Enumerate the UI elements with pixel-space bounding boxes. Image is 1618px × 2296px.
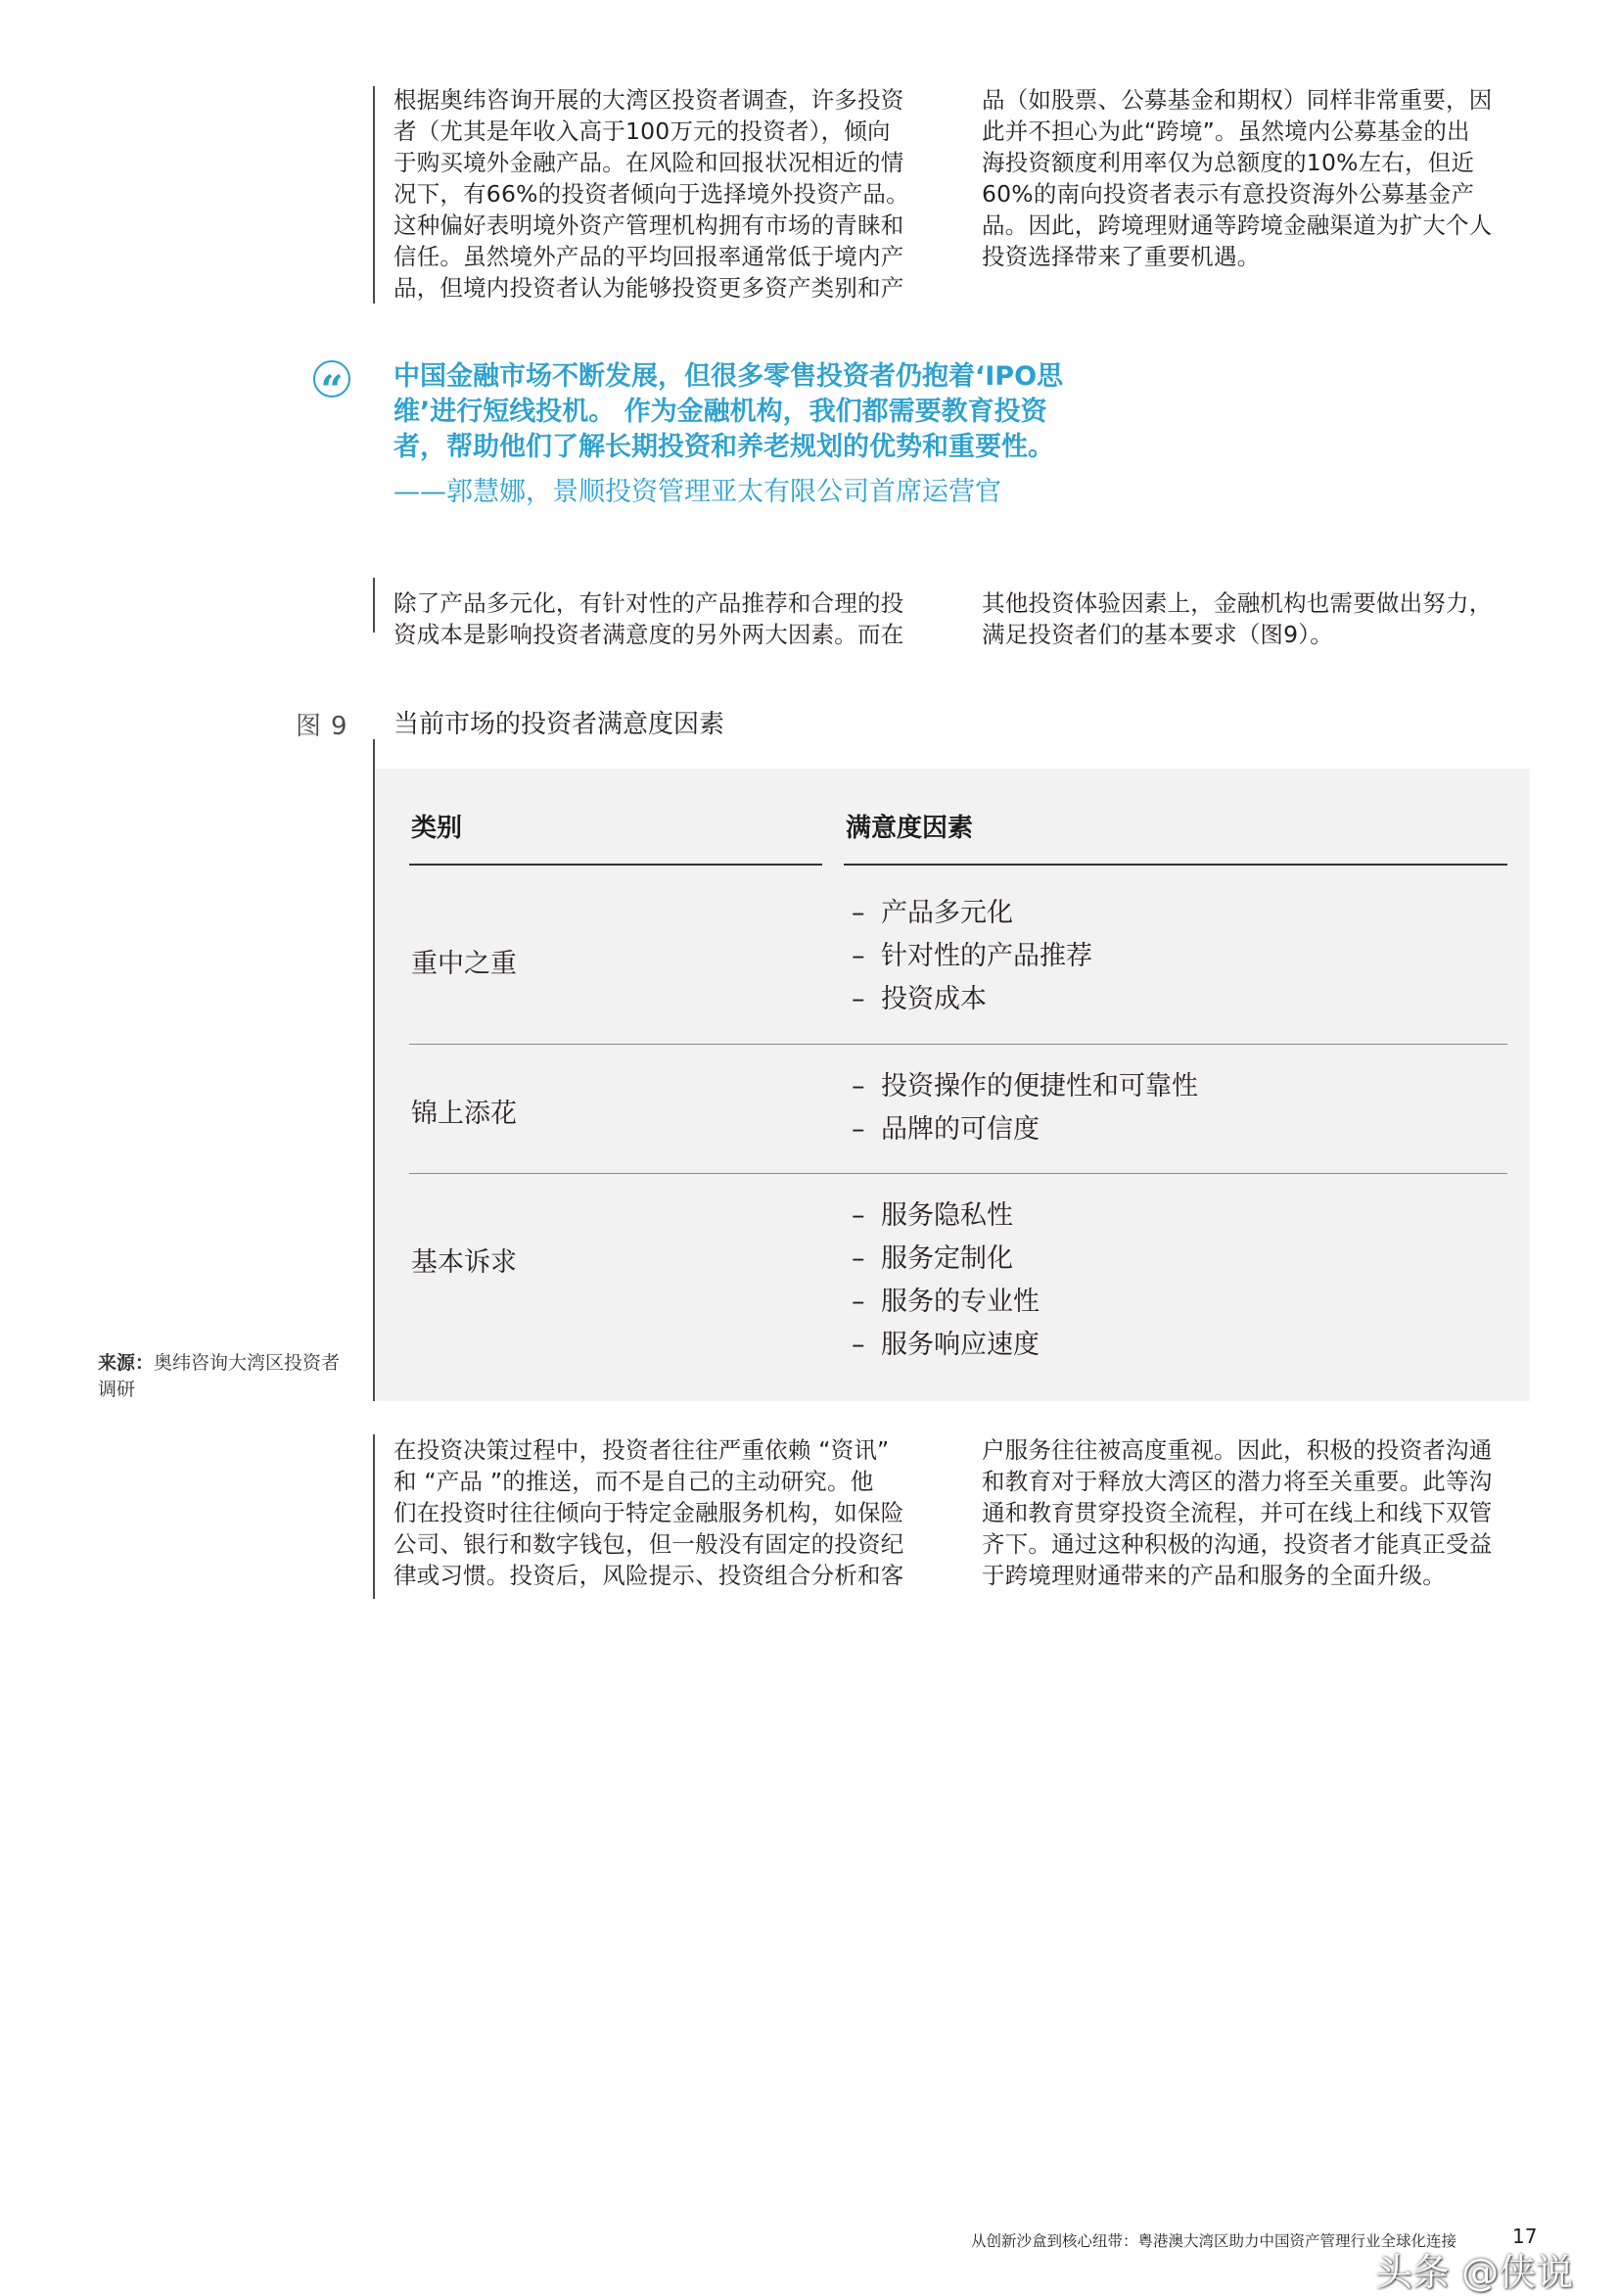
table-header-category: 类别 bbox=[411, 814, 463, 843]
running-footer: 从创新沙盒到核心纽带：粤港澳大湾区助力中国资产管理行业全球化连接 bbox=[971, 2232, 1457, 2250]
margin-rule-middle bbox=[373, 578, 375, 633]
factor-item: – 服务响应速度 bbox=[852, 1324, 1040, 1367]
header-rule-left bbox=[409, 864, 822, 866]
row-divider bbox=[409, 1173, 1507, 1174]
pull-quote-attribution: ——郭慧娜，景顺投资管理亚太有限公司首席运营官 bbox=[393, 477, 1001, 507]
factor-item: – 针对性的产品推荐 bbox=[852, 935, 1092, 978]
table-row-category: 重中之重 bbox=[411, 949, 517, 979]
margin-rule-figure bbox=[373, 739, 375, 1401]
page-number: 17 bbox=[1512, 2225, 1538, 2248]
figure-title: 当前市场的投资者满意度因素 bbox=[393, 710, 725, 739]
row-divider bbox=[409, 1044, 1507, 1045]
pull-quote-text: 中国金融市场不断发展，但很多零售投资者仍抱着‘IPO思 维’进行短线投机。 作为金融机构，我们都需要教育投资 者，帮助他们了解长期投资和养老规划的优势和重要性。 bbox=[393, 361, 1064, 462]
closing-left-column: 在投资决策过程中，投资者往往严重依赖 “资讯” 和 “产品 ”的推送，而不是自己的主动研究。他 们在投资时往往倾向于特定金融服务机构，如保险 公司、银行和数字钱包，但一般没有固定的投资纪 律或习惯。投资后，风险提示、投资组合分析和客 bbox=[393, 1436, 904, 1589]
table-row-category: 锦上添花 bbox=[411, 1099, 517, 1129]
factor-item: – 服务定制化 bbox=[852, 1238, 1040, 1281]
middle-left-column: 除了产品多元化，有针对性的产品推荐和合理的投 资成本是影响投资者满意度的另外两大因素。而在 bbox=[393, 589, 904, 648]
source-label: 来源： bbox=[98, 1352, 155, 1374]
middle-right-column: 其他投资体验因素上，金融机构也需要做出努力， 满足投资者们的基本要求（图9）。 bbox=[982, 589, 1493, 648]
figure-label: 图9 bbox=[296, 712, 357, 741]
table-row-factors bbox=[852, 1065, 1198, 1151]
margin-rule-bottom bbox=[373, 1434, 375, 1599]
factor-item: – 服务隐私性 bbox=[852, 1195, 1040, 1238]
factor-item: – 品牌的可信度 bbox=[852, 1108, 1198, 1151]
factor-item: – 投资成本 bbox=[852, 978, 1092, 1021]
closing-right-column: 户服务往往被高度重视。因此，积极的投资者沟通 和教育对于释放大湾区的潜力将至关重要。此等沟 通和教育贯穿投资全流程，并可在线上和线下双管 齐下。通过这种积极的沟通，投资者才能真正受益 于跨境理财通带来的产品和服务的全面升级。 bbox=[982, 1436, 1493, 1589]
source-text: 奥纬咨询大湾区投资者调研 bbox=[98, 1352, 341, 1400]
factor-item: – 产品多元化 bbox=[852, 892, 1092, 935]
intro-right-column: 品（如股票、公募基金和期权）同样非常重要，因 此并不担心为此“跨境”。虽然境内公募基金的出 海投资额度利用率仅为总额度的10%左右，但近 60%的南向投资者表示有意投资海外公募基金产 品。因此，跨境理财通等跨境金融渠道为扩大个人 投资选择带来了重要机遇。 bbox=[982, 86, 1493, 270]
table-row-factors bbox=[852, 1195, 1040, 1367]
intro-left-column: 根据奥纬咨询开展的大湾区投资者调查，许多投资 者（尤其是年收入高于100万元的投资者），倾向 于购买境外金融产品。在风险和回报状况相近的情 况下，有66%的投资者倾向于选择境外投资产品。 这种偏好表明境外资产管理机构拥有市场的青睐和 信任。虽然境外产品的平均回报率通常低于境内产 品，但境内投资者认为能够投资更多资产类别和产 bbox=[393, 86, 909, 302]
figure-source bbox=[98, 1350, 343, 1403]
margin-rule-top bbox=[373, 86, 375, 304]
table-row-factors bbox=[852, 892, 1092, 1021]
factor-item: – 服务的专业性 bbox=[852, 1281, 1040, 1324]
table-row-category: 基本诉求 bbox=[411, 1247, 517, 1278]
quote-icon: “ bbox=[313, 360, 350, 398]
header-rule-right bbox=[844, 864, 1507, 866]
factor-item: – 投资操作的便捷性和可靠性 bbox=[852, 1065, 1198, 1108]
watermark: 头条 @侠说 bbox=[1375, 2251, 1574, 2294]
table-header-factors: 满意度因素 bbox=[846, 814, 974, 843]
